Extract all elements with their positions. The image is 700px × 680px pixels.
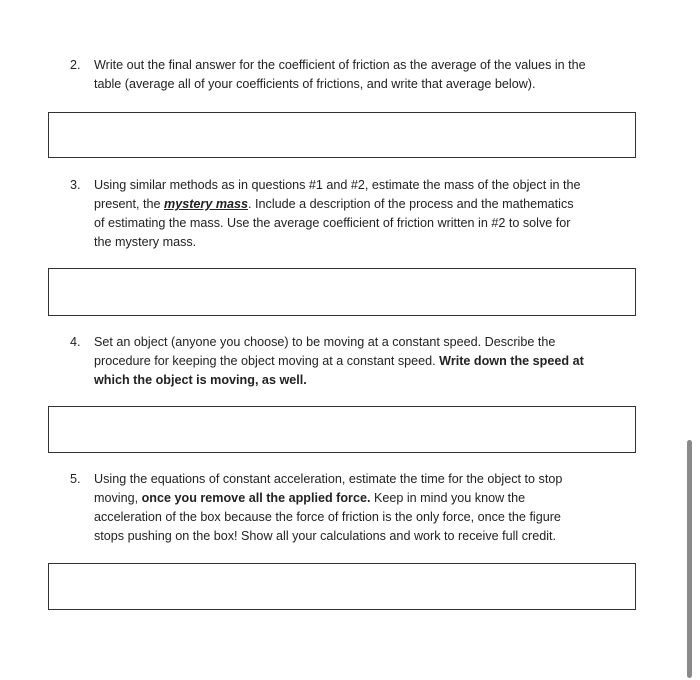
- bold-instruction: once you remove all the applied force.: [141, 491, 371, 505]
- question-2: [70, 56, 650, 94]
- bold-instruction: which the object is moving, as well.: [94, 373, 307, 387]
- question-4: [70, 333, 650, 390]
- answer-box-2[interactable]: [48, 112, 636, 158]
- bold-instruction: Write down the speed at: [439, 354, 584, 368]
- mystery-mass-emphasis: mystery mass: [164, 197, 249, 211]
- question-text: Write out the final answer for the coefficient of friction as the average of the values in the table (average all of your coefficients of frictions, and write that average below).: [94, 58, 586, 91]
- answer-box-4[interactable]: [48, 406, 636, 453]
- question-number: 4.: [70, 335, 81, 349]
- question-number: 2.: [70, 58, 81, 72]
- question-text: Set an object (anyone you choose) to be moving at a constant speed. Describe the procedure for keeping the object moving at a constant speed. Write down the speed at which the object is moving, as well.: [94, 335, 584, 387]
- question-5: [70, 470, 650, 546]
- answer-box-5[interactable]: [48, 563, 636, 610]
- question-number: 5.: [70, 472, 81, 486]
- question-text: Using similar methods as in questions #1 and #2, estimate the mass of the object in the present, the mystery mass. Include a description of the process and the mathematics of estimating the mass. Use the average coefficient of friction written in #2 to solve for the mystery mass.: [94, 178, 581, 249]
- vertical-scrollbar[interactable]: [687, 440, 692, 678]
- question-text: Using the equations of constant acceleration, estimate the time for the object to stop moving, once you remove all the applied force. Keep in mind you know the acceleration of the box because the force of friction is the only force, once the figure stops pushing on the box! Show all your calculations and work to receive full credit.: [94, 472, 563, 543]
- answer-box-3[interactable]: [48, 268, 636, 316]
- question-number: 3.: [70, 178, 81, 192]
- question-3: [70, 176, 650, 252]
